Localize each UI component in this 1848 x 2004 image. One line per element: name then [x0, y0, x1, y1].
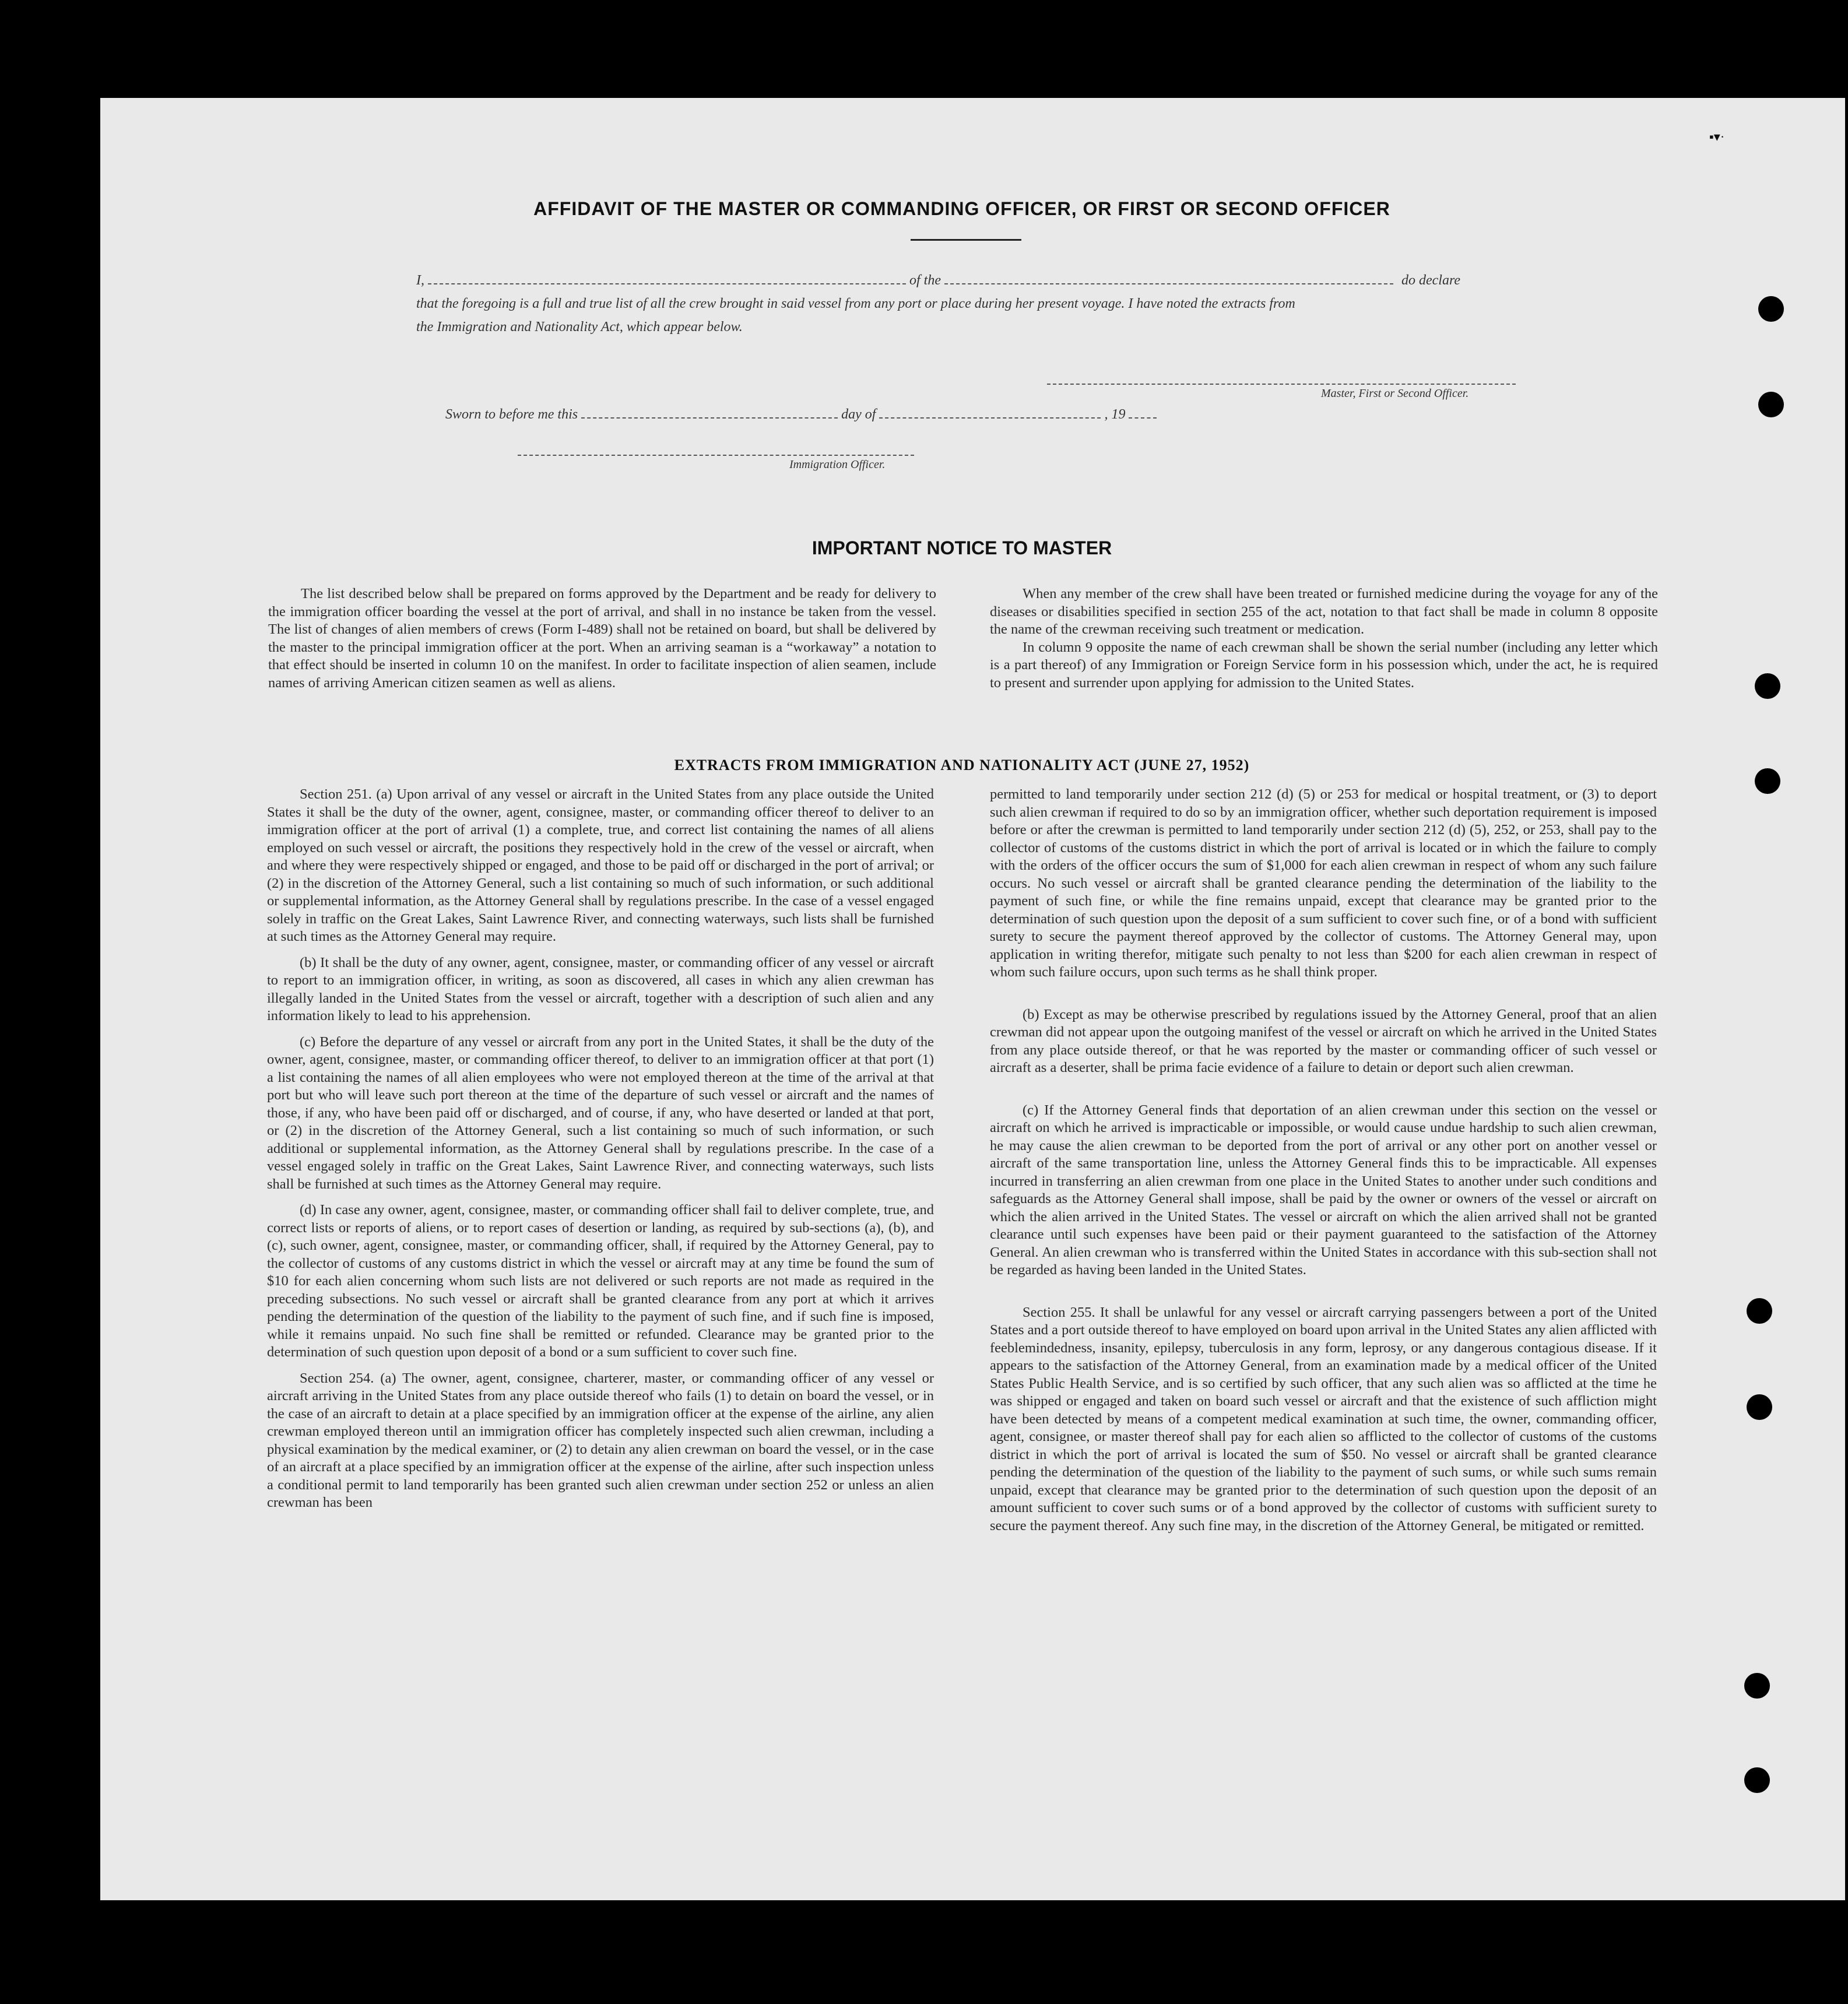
punch-hole: [1755, 673, 1780, 699]
sworn-line: [445, 407, 1157, 423]
section-254-a-continued: permitted to land temporarily under section 212 (d) (5) or 253 for medical or hospital treatment, or (3) to deport such alien crewman if required to do so by an immigration officer, whether such deportation requirement is imposed before or after the crewman is permitted to land temporarily under section 212 (d) (5), 252, or 253, shall pay to the collector of customs of the customs district in which the port of arrival is located or in which the failure to comply with the orders of the officer occurs the sum of $1,000 for each alien crewman in respect of whom any such failure occurs. No such vessel or aircraft shall be granted clearance pending the determination of the liability to the payment of such fine, or while the fine remains unpaid, except that clearance may be granted prior to the determination of such question upon the deposit of a sum sufficient to cover such fine, or of a bond with sufficient surety to secure the payment thereof approved by the collector of customs. The Attorney General may, upon application in writing therefor, mitigate such penalty to not less than $200 for each alien crewman in respect of whom such failure occurs, upon such terms as he shall think proper.: [990, 786, 1657, 980]
declaration-line-1: that the foregoing is a full and true list of all the crew brought in said vessel from any port or place during her present voyage. I have noted the extracts from: [416, 296, 1295, 311]
day-of-label: day of: [841, 407, 876, 422]
sworn-label: Sworn to before me this: [445, 407, 578, 422]
punch-hole: [1744, 1673, 1770, 1699]
affidavit-title: AFFIDAVIT OF THE MASTER OR COMMANDING OFFICER, OR FIRST OR SECOND OFFICER: [533, 198, 1390, 219]
do-declare-label: do declare: [1401, 273, 1461, 288]
punch-hole: [1758, 392, 1784, 417]
title-rule: [911, 239, 1021, 241]
i-label: I,: [416, 273, 424, 288]
section-254-b: (b) Except as may be otherwise prescribed by regulations issued by the Attorney General, proof that an alien crewman did not appear upon the outgoing manifest of the vessel or aircraft on which he arrived in the United States from any place outside thereof, or that he was reported by the master or commanding officer of such vessel or aircraft as a deserter, shall be prima facie evidence of a failure to detain or deport such alien crewman.: [990, 1006, 1657, 1075]
name-field[interactable]: [428, 282, 906, 284]
sworn-month-field[interactable]: [879, 416, 1101, 419]
section-254-c: (c) If the Attorney General finds that deportation of an alien crewman under this section on the vessel or aircraft on which he arrived is impracticable or impossible, or would cause undue hardship to such alien crewman, he may cause the alien crewman to be deported from the port of arrival or any other port on another vessel or aircraft of the same transportation line, unless the Attorney General finds this to be impracticable. All expenses incurred in transferring an alien crewman from one place in the United States to another under such conditions and safeguards as the Attorney General shall impose, shall be paid by the owner or owners of the vessel or aircraft on which the alien arrived in the United States. The vessel or aircraft on which the alien arrived shall not be granted clearance until such expenses have been paid or their payment guaranteed to the satisfaction of the Attorney General. An alien crewman who is transferred within the United States in accordance with this sub-section shall not be regarded as having been landed in the United States.: [990, 1102, 1657, 1278]
notice-left-paragraph: The list described below shall be prepared on forms approved by the Department and be ready for delivery to the immigration officer boarding the vessel at the port of arrival, and shall in no instance be taken from the vessel. The list of changes of alien members of crews (Form I-489) shall not be retained on board, but shall be delivered by the master to the principal immigration officer at the port. When an arriving seaman is a “workaway” a notation to that effect should be inserted in column 10 on the manifest. In order to facilitate inspection of alien seamen, include names of arriving American citizen seamen as well as aliens.: [268, 586, 936, 691]
officer-signature-label: Immigration Officer.: [789, 458, 886, 471]
extracts-right-column: [990, 786, 1657, 1535]
vessel-field[interactable]: [944, 282, 1393, 284]
extracts-title: EXTRACTS FROM IMMIGRATION AND NATIONALITY ACT (JUNE 27, 1952): [674, 757, 1250, 774]
affidavit-declare-line: [416, 273, 1460, 289]
master-signature-label: Master, First or Second Officer.: [1321, 387, 1469, 400]
section-251-c: (c) Before the departure of any vessel or aircraft from any port in the United States, it shall be the duty of the owner, agent, consignee, master, or commanding officer thereof, to deliver to an immigration officer at that port (1) a list containing the names of all alien employees who were not employed thereon at the time of the arrival at that port but who will leave such port thereon at the time of the departure of such vessel or aircraft and the names of those, if any, who have been paid off or discharged, and of course, if any, who have deserted or landed at that port, or (2) in the discretion of the Attorney General, such a list containing so much of such information, or such additional or supplemental information, as the Attorney General shall by regulations prescribe. In the case of a vessel engaged solely in traffic on the Great Lakes, Saint Lawrence River, and connecting waterways, such lists shall be furnished at such times as the Attorney General may require.: [267, 1033, 934, 1192]
section-251-d: (d) In case any owner, agent, consignee, master, or commanding officer shall fail to deliver complete, true, and correct lists or reports of aliens, or to report cases of desertion or landing, as required by sub-sections (a), (b), and (c), such owner, agent, consignee, master, or commanding officer, shall, if required by the Attorney General, pay to the collector of customs of any customs district in which the vessel or aircraft may at any time be found the sum of $10 for each alien concerning whom such lists are not delivered or such reports are not made as required in the preceding subsections. No such vessel or aircraft shall be granted clearance from any port at which it arrives pending the determination of the question of the liability to the payment of such fine, and if such fine is imposed, while it remains unpaid. No such fine shall be remitted or refunded. Clearance may be granted prior to the determination of such question upon deposit of a bond or a sum sufficient to cover such fine.: [267, 1202, 934, 1360]
section-251-b: (b) It shall be the duty of any owner, agent, consignee, master, or commanding officer of any vessel or aircraft to report to an immigration officer, in writing, as soon as discovered, all cases in which any alien crewman has illegally landed in the United States from the vessel or aircraft, together with a description of such alien and any information likely to lead to his apprehension.: [267, 954, 934, 1024]
sworn-day-field[interactable]: [581, 416, 838, 419]
notice-left-column: [268, 585, 936, 692]
punch-hole: [1758, 296, 1784, 322]
section-255: Section 255. It shall be unlawful for any vessel or aircraft carrying passengers between a port of the United States and a port outside thereof to have employed on board upon arrival in the United States any alien afflicted with feeblemindedness, insanity, epilepsy, tuberculosis in any form, leprosy, or any dangerous contagious disease. If it appears to the satisfaction of the Attorney General, from an examination made by a medical officer of the United States Public Health Service, and is so certified by such officer, that any such alien was so afflicted at the time he was shipped or engaged and taken on board such vessel or aircraft and that the existence of such affliction might have been detected by means of a competent medical examination at such time, the owner, commanding officer, agent, consignee, or master thereof shall pay for each alien so afflicted to the collector of customs of the customs district in which the port of arrival is located the sum of $50. No vessel or aircraft shall be granted clearance pending the determination of the question of the liability to the payment of such sums, or while such sums remain unpaid, except that clearance may be granted prior to the determination of such question upon the deposit of an amount sufficient to cover such sums or of a bond approved by the collector of customs with sufficient surety to secure the payment thereof. Any such fine may, in the discretion of the Attorney General, be mitigated or remitted.: [990, 1304, 1657, 1534]
notice-right-column: [990, 585, 1658, 692]
master-signature-line[interactable]: [1047, 382, 1516, 385]
of-the-label: of the: [909, 273, 941, 288]
section-254-a: Section 254. (a) The owner, agent, consignee, charterer, master, or commanding officer of any vessel or aircraft arriving in the United States from any place outside thereof who fails (1) to detain on board the vessel, or in the case of an aircraft to detain at a place specified by an immigration officer at the expense of the airline, any alien crewman employed thereon until an immigration officer has completely inspected such alien crewman, including a physical examination by the medical examiner, or (2) to detain any alien crewman on board the vessel, or in the case of an aircraft at a place specified by an immigration officer at the expense of the airline, after such inspection unless a conditional permit to land temporarily has been granted such alien crewman under section 252 or unless an alien crewman has been: [267, 1370, 934, 1510]
declaration-line-2: the Immigration and Nationality Act, which appear below.: [416, 319, 743, 335]
notice-right-paragraph-2: In column 9 opposite the name of each crewman shall be shown the serial number (including any letter which is a part thereof) of any Immigration or Foreign Service form in his possession which, under the act, he is required to present and surrender upon applying for admission to the United States.: [990, 639, 1658, 691]
punch-hole: [1747, 1298, 1772, 1324]
section-251-a: Section 251. (a) Upon arrival of any vessel or aircraft in the United States from any place outside the United States it shall be the duty of the owner, agent, consignee, master, or commanding officer thereof to deliver to an immigration officer at the port of arrival (1) a complete, true, and correct list containing the names of all aliens employed on such vessel or aircraft, the positions they respectively hold in the crew of the vessel or aircraft, when and where they were respectively shipped or engaged, and those to be paid off or discharged in the port of arrival; or (2) in the discretion of the Attorney General, such a list containing so much of such information, or such additional or supplemental information, as the Attorney General shall by regulations prescribe. In the case of a vessel engaged solely in traffic on the Great Lakes, Saint Lawrence River, and connecting waterways, such lists shall be furnished at such times as the Attorney General may require.: [267, 786, 934, 944]
scan-mark: ▪▾·: [1709, 129, 1725, 144]
notice-right-paragraph-1: When any member of the crew shall have been treated or furnished medicine during the voyage for any of the diseases or disabilities specified in section 255 of the act, notation to that fact shall be made in column 8 opposite the name of the crewman receiving such treatment or medication.: [990, 586, 1658, 637]
officer-signature-line[interactable]: [518, 453, 914, 456]
punch-hole: [1747, 1394, 1772, 1420]
year-label: , 19: [1104, 407, 1126, 422]
sworn-year-field[interactable]: [1129, 416, 1157, 419]
extracts-left-column: [267, 786, 934, 1512]
notice-title: IMPORTANT NOTICE TO MASTER: [811, 537, 1112, 558]
punch-hole: [1744, 1767, 1770, 1793]
